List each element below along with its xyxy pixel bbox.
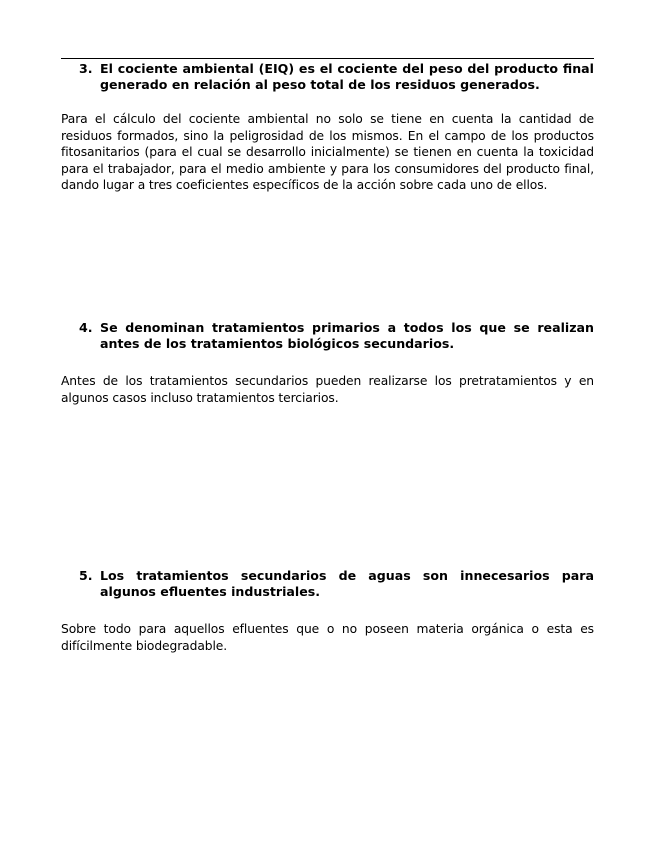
question-number: 5.	[79, 568, 93, 583]
question-text: Se denominan tratamientos primarios a todos los que se realizan antes de los tratamientos biológicos secundarios.	[100, 320, 594, 351]
question-5-statement	[79, 568, 594, 600]
question-text: El cociente ambiental (EIQ) es el cociente del peso del producto final generado en relación al peso total de los residuos generados.	[100, 61, 594, 92]
question-number: 4.	[79, 320, 93, 335]
question-number: 3.	[79, 61, 93, 76]
question-text: Los tratamientos secundarios de aguas son innecesarios para algunos efluentes industriales.	[100, 568, 594, 599]
top-divider	[61, 58, 594, 59]
question-3-statement	[79, 61, 594, 93]
question-4-answer: Antes de los tratamientos secundarios pueden realizarse los pretratamientos y en algunos casos incluso tratamientos terciarios.	[61, 374, 594, 405]
question-3-answer: Para el cálculo del cociente ambiental no solo se tiene en cuenta la cantidad de residuos formados, sino la peligrosidad de los mismos. En el campo de los productos fitosanitarios (para el cual se desarrollo inicialmente) se tienen en cuenta la toxicidad para el trabajador, para el medio ambiente y para los consumidores del producto final, dando lugar a tres coeficientes específicos de la acción sobre cada uno de ellos.	[61, 112, 594, 193]
question-5-answer: Sobre todo para aquellos efluentes que o no poseen materia orgánica o esta es difícilmente biodegradable.	[61, 622, 594, 653]
question-4-statement	[79, 320, 594, 352]
